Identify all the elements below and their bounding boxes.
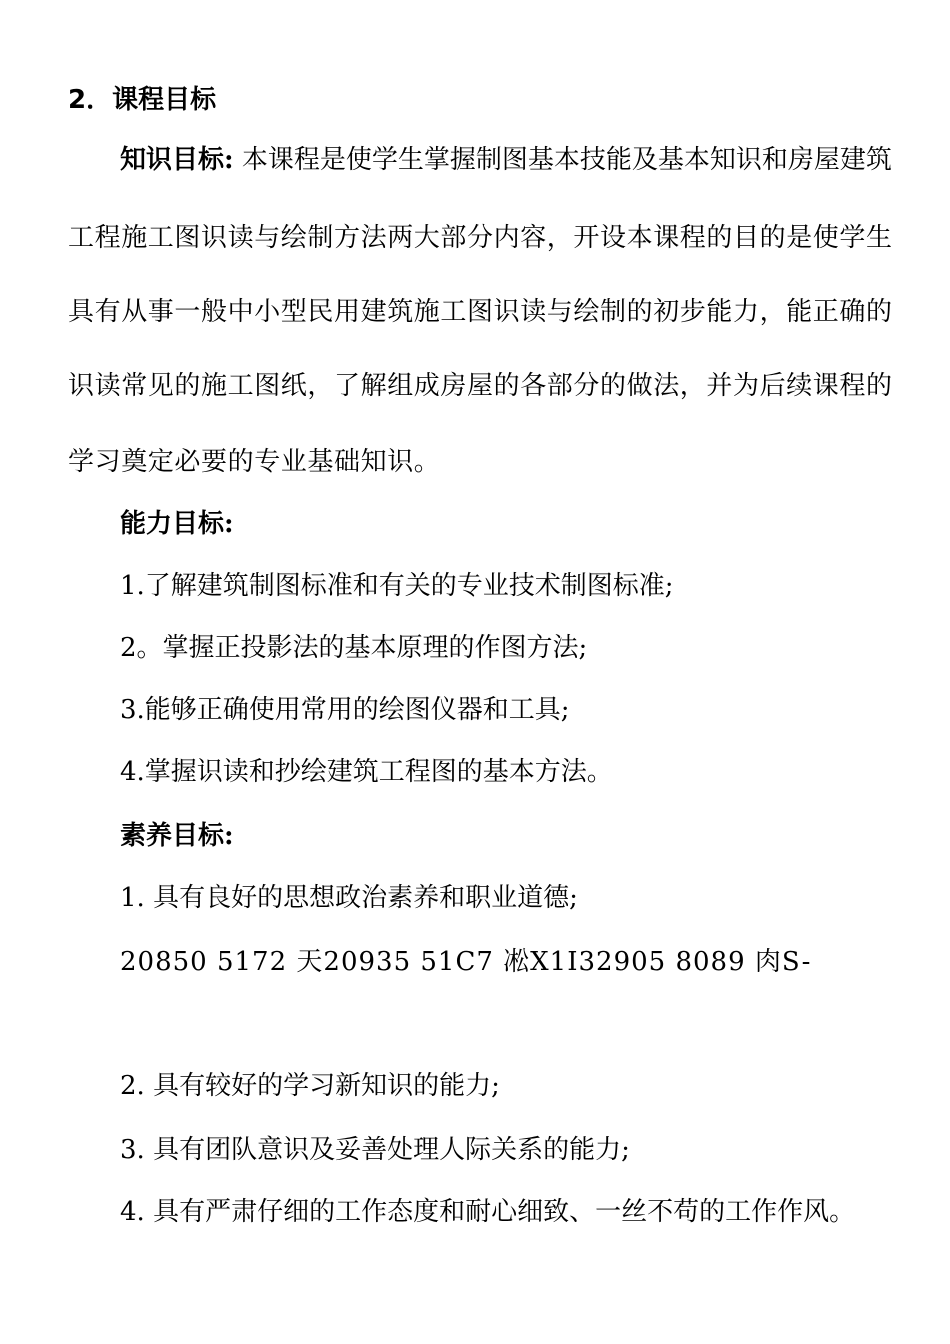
knowledge-paragraph-line-1 [68, 144, 892, 176]
ability-label: 能力目标: [120, 509, 234, 539]
ability-item-2: 2。掌握正投影法的基本原理的作图方法; [120, 633, 588, 663]
knowledge-label: 知识目标: [120, 145, 234, 175]
knowledge-line-4: 识读常见的施工图纸，了解组成房屋的各部分的做法，并为后续课程的 [68, 371, 893, 401]
knowledge-line-5: 学习奠定必要的专业基础知识。 [68, 447, 441, 477]
quality-item-3: 3. 具有团队意识及妥善处理人际关系的能力; [120, 1135, 630, 1165]
knowledge-line-1-text [68, 144, 892, 176]
knowledge-line-3: 具有从事一般中小型民用建筑施工图识读与绘制的初步能力，能正确的 [68, 297, 893, 327]
ability-item-3: 3.能够正确使用常用的绘图仪器和工具; [120, 695, 570, 725]
knowledge-line-1: 本课程是使学生掌握制图基本技能及基本知识和房屋建筑 [233, 145, 892, 175]
ability-item-4: 4.掌握识读和抄绘建筑工程图的基本方法。 [120, 757, 613, 787]
quality-item-2: 2. 具有较好的学习新知识的能力; [120, 1071, 500, 1101]
quality-item-1: 1. 具有良好的思想政治素养和职业道德; [120, 883, 578, 913]
knowledge-line-2: 工程施工图识读与绘制方法两大部分内容，开设本课程的目的是使学生 [68, 223, 893, 253]
quality-garbled-line: 20850 5172 天20935 51C7 凇X1I32905 8089 肉S- [120, 947, 812, 977]
quality-label: 素养目标: [120, 821, 234, 851]
quality-item-4: 4. 具有严肃仔细的工作态度和耐心细致、一丝不苟的工作作风。 [120, 1197, 856, 1227]
ability-item-1: 1.了解建筑制图标准和有关的专业技术制图标准; [120, 571, 674, 601]
section-title: 2．课程目标 [68, 85, 217, 115]
